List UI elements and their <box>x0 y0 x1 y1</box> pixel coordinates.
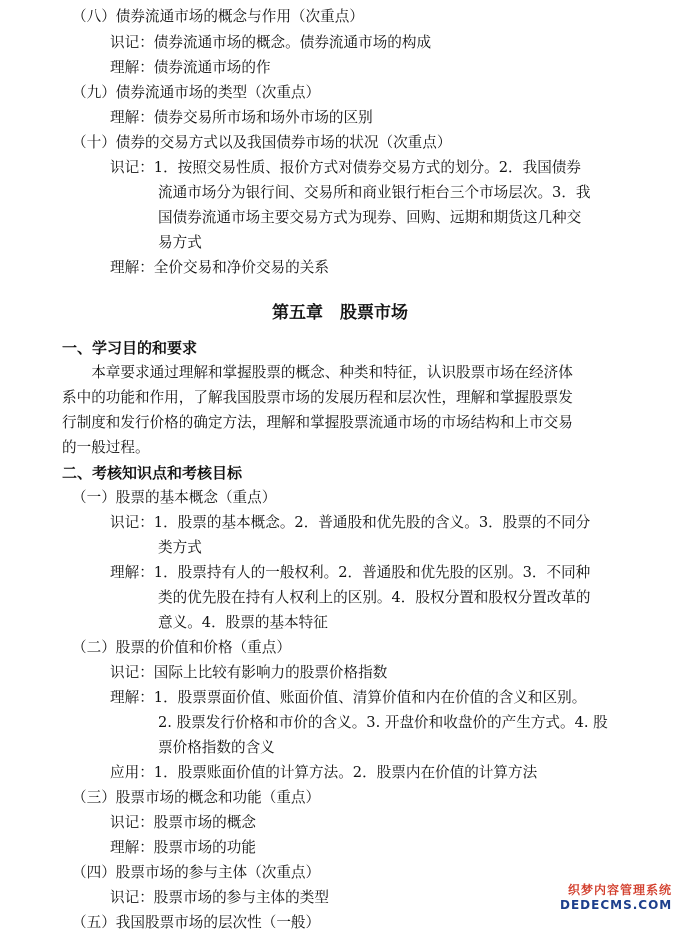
text-line: （四）股票市场的参与主体（次重点） <box>72 864 321 881</box>
text-line: 意义。4．股票的基本特征 <box>158 614 328 631</box>
text-line: 理解：股票市场的功能 <box>110 839 256 856</box>
text-line: （十）债券的交易方式以及我国债券市场的状况（次重点） <box>72 134 452 151</box>
text-line: 流通市场分为银行间、交易所和商业银行柜台三个市场层次。3．我 <box>158 184 591 201</box>
watermark-text-cn: 织梦内容管理系统 <box>567 883 672 897</box>
text-line: （三）股票市场的概念和功能（重点） <box>72 789 321 806</box>
text-line: 识记：股票市场的参与主体的类型 <box>110 889 329 906</box>
paragraph-line: 本章要求通过理解和掌握股票的概念、种类和特征，认识股票市场在经济体 <box>62 364 573 381</box>
text-line: 票价格指数的含义 <box>158 739 275 756</box>
paragraph-line: 系中的功能和作用，了解我国股票市场的发展历程和层次性，理解和掌握股票发 <box>62 389 573 406</box>
watermark-logo <box>560 881 672 915</box>
text-line: 识记：股票市场的概念 <box>110 814 256 831</box>
text-line: （二）股票的价值和价格（重点） <box>72 639 291 656</box>
paragraph-line: 的一般过程。 <box>62 439 150 456</box>
text-line: （九）债券流通市场的类型（次重点） <box>72 84 321 101</box>
paragraph-line: 行制度和发行价格的确定方法，理解和掌握股票流通市场的市场结构和上市交易 <box>62 414 573 431</box>
text-line: 易方式 <box>158 234 202 251</box>
text-line: 识记：1．按照交易性质、报价方式对债券交易方式的划分。2．我国债券 <box>110 159 581 176</box>
watermark-text-en: DEDECMS.COM <box>560 898 673 912</box>
text-line: 识记：1．股票的基本概念。2．普通股和优先股的含义。3．股票的不同分 <box>110 514 591 531</box>
text-line: 理解：1．股票票面价值、账面价值、清算价值和内在价值的含义和区别。 <box>110 689 587 706</box>
text-line: 应用：1．股票账面价值的计算方法。2．股票内在价值的计算方法 <box>110 764 538 781</box>
text-line: （五）我国股票市场的层次性（一般） <box>72 914 321 931</box>
section-title-objectives: 一、学习目的和要求 <box>62 339 198 357</box>
text-line: 理解：1．股票持有人的一般权利。2．普通股和优先股的区别。3．不同种 <box>110 564 591 581</box>
text-line: 国债券流通市场主要交易方式为现券、回购、远期和期货这几种交 <box>158 209 582 226</box>
text-line: 理解：全价交易和净价交易的关系 <box>110 259 329 276</box>
text-line: 理解：债券流通市场的作 <box>110 59 271 76</box>
text-line: （一）股票的基本概念（重点） <box>72 489 277 506</box>
text-line: 识记：债券流通市场的概念。债券流通市场的构成 <box>110 34 432 51</box>
text-line: 类的优先股在持有人权利上的区别。4．股权分置和股权分置改革的 <box>158 589 591 606</box>
text-line: 识记：国际上比较有影响力的股票价格指数 <box>110 664 388 681</box>
text-line: 类方式 <box>158 539 202 556</box>
section-title-knowledge-points: 二、考核知识点和考核目标 <box>62 464 243 482</box>
text-line: 2. 股票发行价格和市价的含义。3. 开盘价和收盘价的产生方式。4. 股 <box>158 714 608 731</box>
text-line: （八）债券流通市场的概念与作用（次重点） <box>72 8 364 25</box>
text-line: 理解：债券交易所市场和场外市场的区别 <box>110 109 373 126</box>
chapter-title: 第五章 股票市场 <box>272 303 408 323</box>
